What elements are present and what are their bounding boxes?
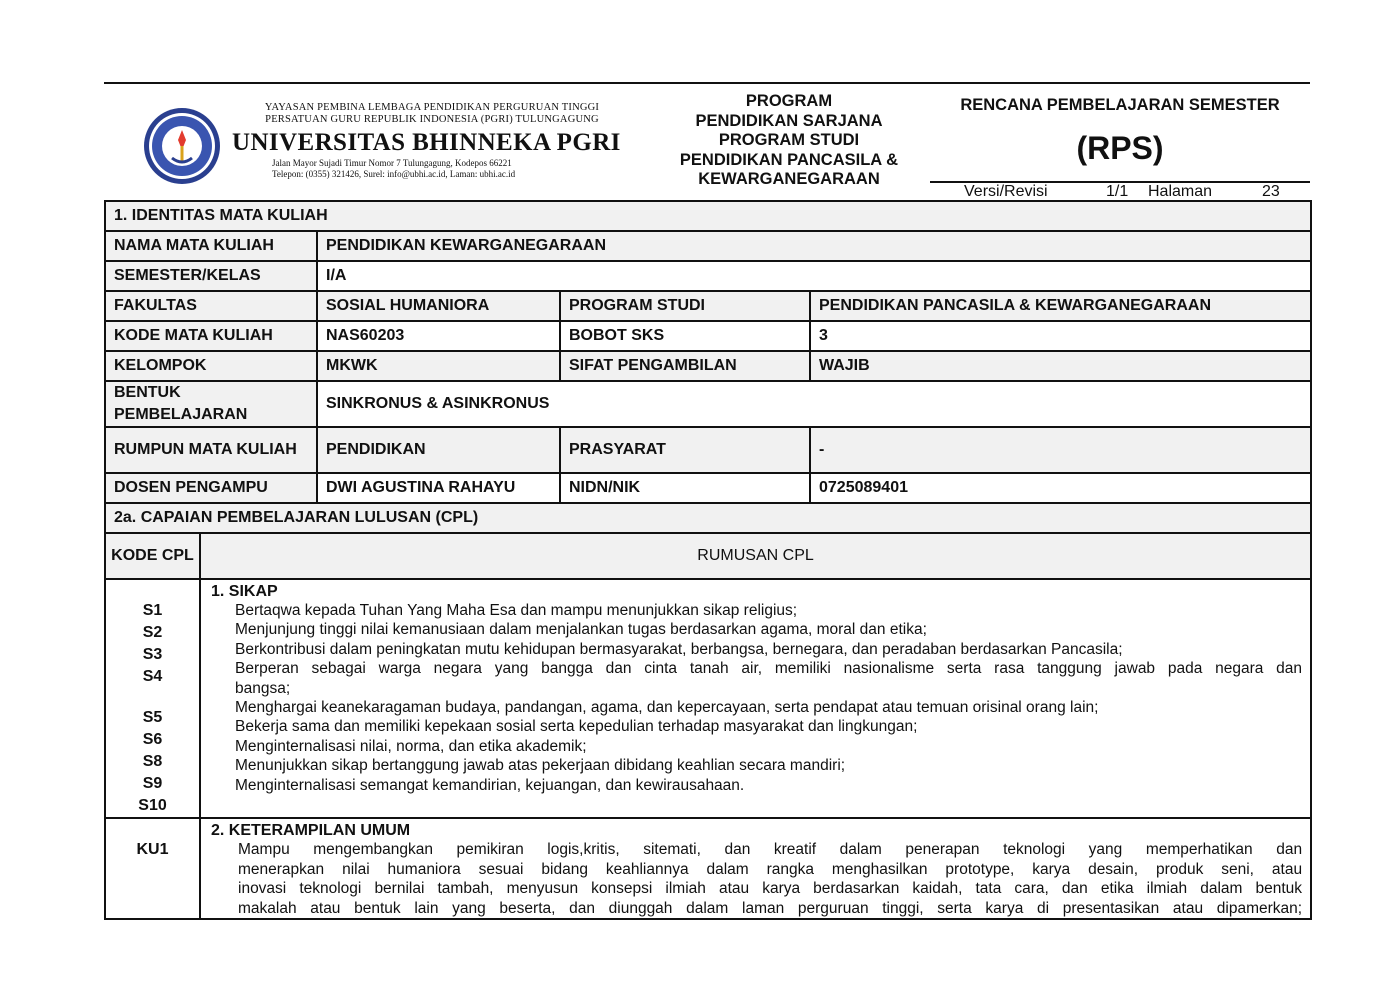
sikap-item: Menghargai keanekaragaman budaya, pandangan, agama, dan kepercayaan, serta pendapat atau temuan orisinal orang lain;: [235, 699, 1099, 717]
program-line: PROGRAM: [745, 92, 833, 110]
versi-value: 1/1: [1106, 183, 1129, 200]
sikap-item: bangsa;: [235, 679, 291, 697]
program-line: PENDIDIKAN SARJANA: [695, 111, 883, 130]
document-header: [104, 90, 1310, 202]
cpl-code: S5: [142, 709, 163, 727]
nidn-label: NIDN/NIK: [560, 473, 810, 503]
program-line: KEWARGANEGARAAN: [698, 170, 880, 188]
sikap-item: Menjunjung tinggi nilai kemanusiaan dalam menjalankan tugas berdasarkan agama, moral dan etika;: [235, 621, 927, 639]
nama-label: NAMA MATA KULIAH: [105, 231, 317, 261]
institution-block: [232, 102, 632, 180]
semester-value: I/A: [317, 261, 1311, 291]
kelompok-label: KELOMPOK: [105, 351, 317, 381]
prodi-value: PENDIDIKAN PANCASILA & KEWARGANEGARAAN: [810, 291, 1311, 321]
ku-content: [200, 818, 1311, 919]
kode-label: KODE MATA KULIAH: [105, 321, 317, 351]
kode-value: NAS60203: [317, 321, 560, 351]
doc-code: (RPS): [1076, 130, 1164, 166]
sikap-content: [200, 579, 1311, 818]
ku-line: inovasi teknologi bernilai tambah, menyusun konsepsi ilmiah atau karya berdasarkan kaidah, tata cara, dan etika ilmiah dalam bentuk: [238, 880, 1303, 898]
prasyarat-label: PRASYARAT: [560, 427, 810, 473]
cpl-code: S3: [142, 646, 163, 663]
ku-code-cell: [105, 818, 200, 919]
nidn-value: 0725089401: [810, 473, 1311, 503]
yayasan-line-2: PERSATUAN GURU REPUBLIK INDONESIA (PGRI) TULUNGAGUNG: [265, 114, 599, 125]
identitas-table: [104, 200, 1312, 920]
sikap-codes: [105, 579, 200, 818]
sikap-item: Menginternalisasi semangat kemandirian, kejuangan, dan kewirausahaan.: [235, 776, 745, 794]
cpl-code: S6: [142, 731, 163, 749]
program-line: PENDIDIKAN PANCASILA &: [679, 150, 899, 169]
sikap-list: [211, 601, 1302, 795]
sks-label: BOBOT SKS: [560, 321, 810, 351]
section-cpl: 2a. CAPAIAN PEMBELAJARAN LULUSAN (CPL): [105, 503, 1311, 533]
kelompok-value: MKWK: [317, 351, 560, 381]
versi-label: Versi/Revisi: [964, 183, 1048, 200]
sifat-value: WAJIB: [810, 351, 1311, 381]
ku-title: 2. KETERAMPILAN UMUM: [211, 822, 411, 840]
sikap-item: Berkontribusi dalam peningkatan mutu kehidupan bermasyarakat, berbangsa, bernegara, dan peradaban berdasarkan Pancasila;: [235, 640, 1123, 658]
cpl-code: [114, 688, 191, 707]
cpl-code: S8: [142, 753, 163, 771]
cpl-code: KU1: [136, 841, 169, 859]
fakultas-label: FAKULTAS: [105, 291, 317, 321]
ku-line: menerapkan nilai humaniora sesuai bidang keahliannya dalam rangka menghasilkan prototype, karya desain, produk seni, atau: [238, 860, 1303, 878]
cpl-code: S2: [142, 624, 163, 641]
sikap-item: Menunjukkan sikap bertanggung jawab atas pekerjaan dibidang keahlian secara mandiri;: [235, 757, 846, 775]
bentuk-label: BENTUK PEMBELAJARAN: [105, 381, 317, 427]
cpl-code: S9: [142, 775, 163, 793]
sikap-item: Bertaqwa kepada Tuhan Yang Maha Esa dan mampu menunjukkan sikap religius;: [235, 602, 798, 619]
university-name: UNIVERSITAS BHINNEKA PGRI: [232, 129, 621, 156]
ku-line: makalah atau bentuk lain yang beserta, dan diunggah dalam laman perguruan tinggi, serta karya di presentasikan atau dipamerkan;: [238, 899, 1303, 917]
sks-value: 3: [810, 321, 1311, 351]
fakultas-value: SOSIAL HUMANIORA: [317, 291, 560, 321]
bentuk-value: SINKRONUS & ASINKRONUS: [317, 381, 1311, 427]
halaman-label: Halaman: [1148, 183, 1213, 200]
sikap-item: Menginternalisasi nilai, norma, dan etika akademik;: [235, 737, 587, 755]
halaman-value: 23: [1262, 183, 1280, 200]
yayasan-line-1: YAYASAN PEMBINA LEMBAGA PENDIDIKAN PERGURUAN TINGGI: [264, 102, 600, 113]
rumpun-label: RUMPUN MATA KULIAH: [105, 427, 317, 473]
top-rule: [104, 82, 1310, 84]
sifat-label: SIFAT PENGAMBILAN: [560, 351, 810, 381]
col-kode-cpl-label: KODE CPL: [111, 547, 194, 564]
address-line: Jalan Mayor Sujadi Timur Nomor 7 Tulungagung, Kodepos 66221: [272, 158, 512, 168]
col-rumusan-cpl: RUMUSAN CPL: [200, 533, 1311, 579]
section-identitas: 1. IDENTITAS MATA KULIAH: [105, 201, 1311, 231]
semester-label: SEMESTER/KELAS: [105, 261, 317, 291]
dosen-label: DOSEN PENGAMPU: [105, 473, 317, 503]
university-logo-icon: [142, 106, 222, 186]
rps-title-block: [930, 90, 1310, 202]
cpl-code: S4: [142, 668, 163, 685]
prasyarat-value: -: [810, 427, 1311, 473]
ku-text: [211, 840, 1302, 918]
sikap-title: 1. SIKAP: [211, 583, 278, 600]
cpl-code: S10: [138, 797, 167, 815]
rumpun-value: PENDIDIKAN: [317, 427, 560, 473]
program-line: PROGRAM STUDI: [718, 131, 860, 149]
dosen-value: DWI AGUSTINA RAHAYU: [317, 473, 560, 503]
prodi-label: PROGRAM STUDI: [560, 291, 810, 321]
col-kode-cpl: [105, 533, 200, 579]
sikap-item: Bekerja sama dan memiliki kepekaan sosial serta kepedulian terhadap masyarakat dan lingkungan;: [235, 718, 918, 736]
doc-title: RENCANA PEMBELAJARAN SEMESTER: [960, 96, 1280, 114]
nama-value: PENDIDIKAN KEWARGANEGARAAN: [317, 231, 1311, 261]
sikap-item: Berperan sebagai warga negara yang bangga dan cinta tanah air, memiliki nasionalisme serta rasa tanggung jawab pada negara dan: [235, 660, 1303, 678]
cpl-code: S1: [142, 602, 163, 619]
ku-line: Mampu mengembangkan pemikiran logis,kritis, sitemati, dan kreatif dalam penerapan teknologi yang memperhatikan dan: [238, 841, 1303, 859]
program-title: [659, 92, 919, 190]
contact-line: Telepon: (0355) 321426, Surel: info@ubhi.ac.id, Laman: ubhi.ac.id: [272, 169, 516, 179]
